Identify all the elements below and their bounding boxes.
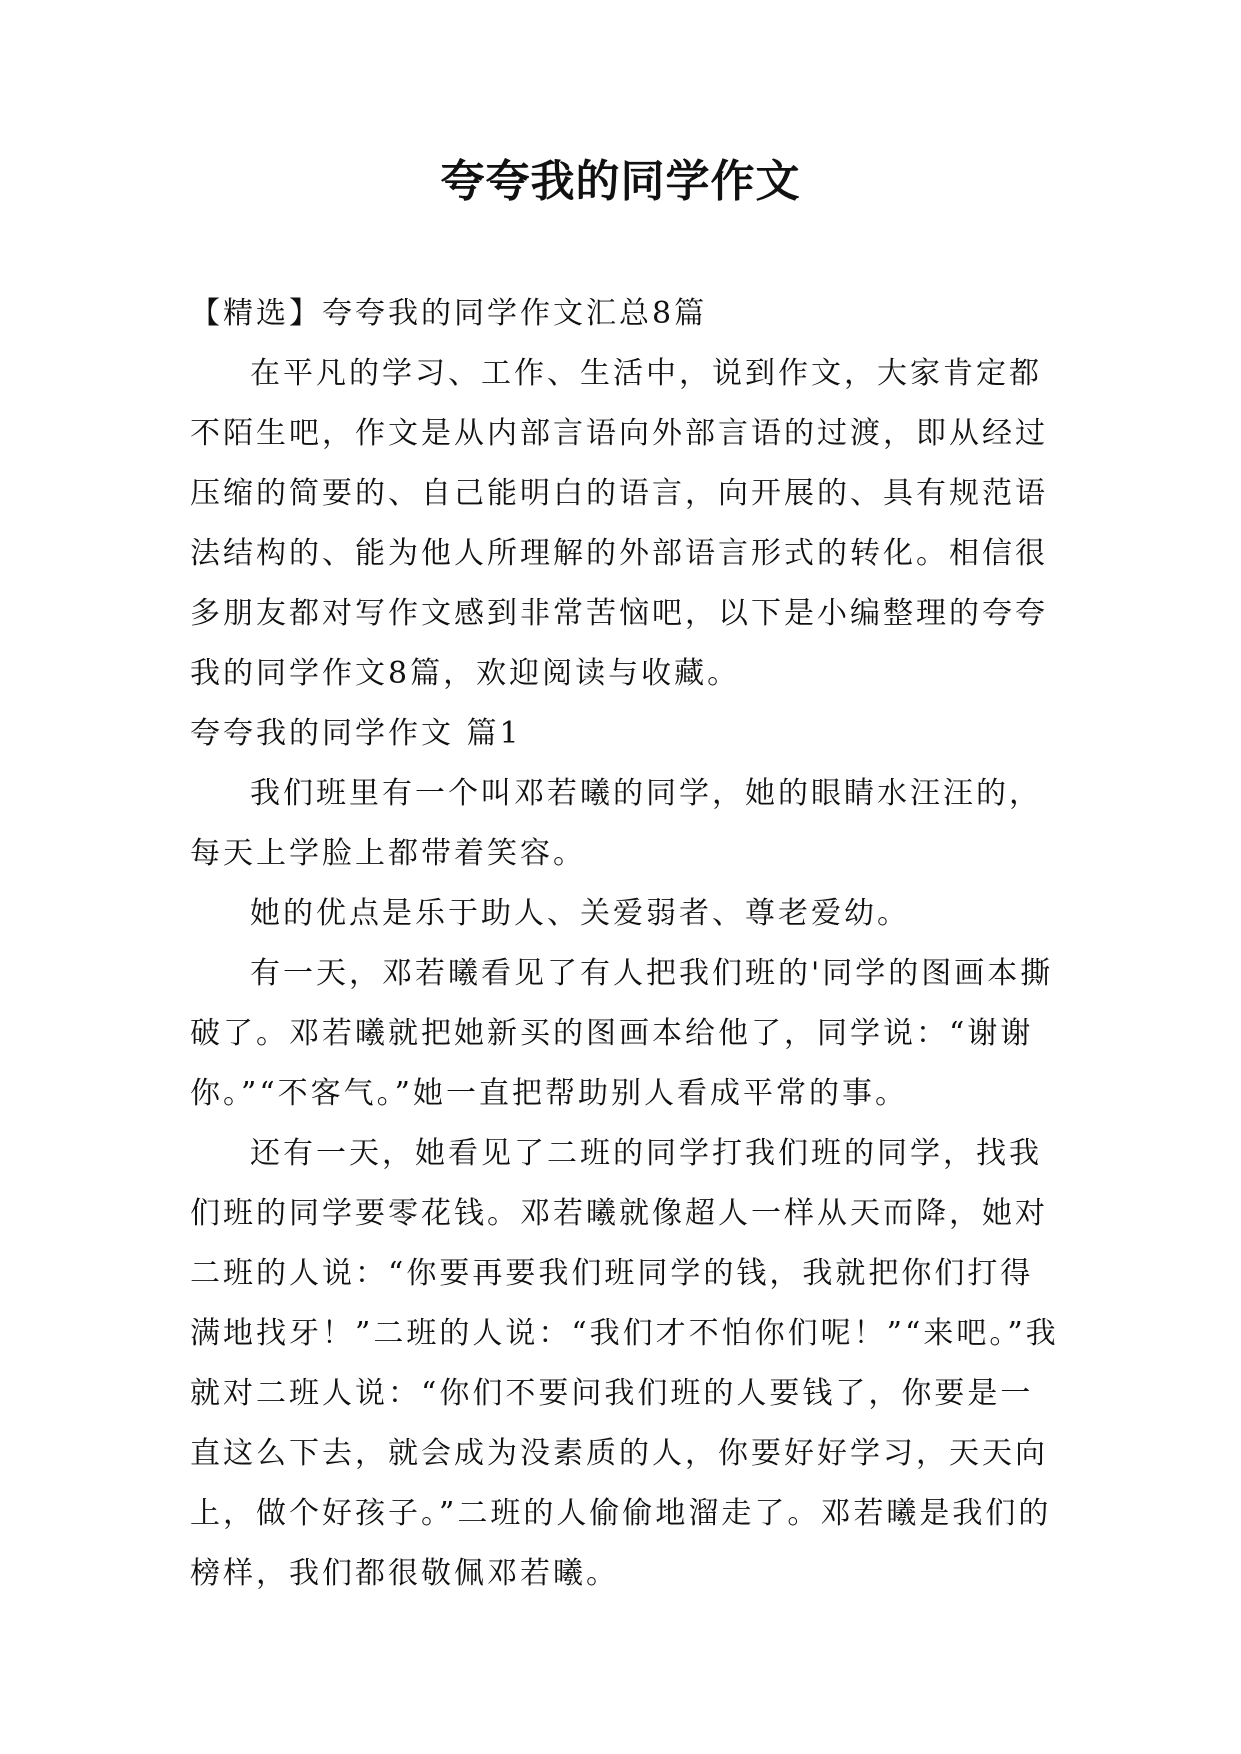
document-title: 夸夸我的同学作文 — [440, 156, 801, 207]
document-body — [190, 284, 1060, 1604]
document-subtitle: 【精选】夸夸我的同学作文汇总8篇 — [190, 296, 708, 331]
body-paragraph: 我们班里有一个叫邓若曦的同学，她的眼睛水汪汪的，每天上学脸上都带着笑容。 — [190, 776, 1042, 871]
intro-paragraph: 在平凡的学习、工作、生活中，说到作文，大家肯定都不陌生吧，作文是从内部言语向外部言语的过渡，即从经过压缩的简要的、自己能明白的语言，向开展的、具有规范语法结构的、能为他人所理解的外部语言形式的转化。相信很多朋友都对写作文感到非常苦恼吧，以下是小编整理的夸夸我的同学作文8篇，欢迎阅读与收藏。 — [190, 356, 1048, 691]
body-paragraph: 还有一天，她看见了二班的同学打我们班的同学，找我们班的同学要零花钱。邓若曦就像超人一样从天而降，她对二班的人说：“你要再要我们班同学的钱，我就把你们打得满地找牙！”二班的人说：“我们才不怕你们呢！”“来吧。”我就对二班人说：“你们不要问我们班的人要钱了，你要是一直这么下去，就会成为没素质的人，你要好好学习，天天向上，做个好孩子。”二班的人偷偷地溜走了。邓若曦是我们的榜样，我们都很敬佩邓若曦。 — [190, 1136, 1059, 1591]
section-heading: 夸夸我的同学作文 篇1 — [190, 716, 522, 751]
body-paragraph: 有一天，邓若曦看见了有人把我们班的'同学的图画本撕破了。邓若曦就把她新买的图画本给他了，同学说：“谢谢你。”“不客气。”她一直把帮助别人看成平常的事。 — [190, 956, 1054, 1111]
body-paragraph: 她的优点是乐于助人、关爱弱者、尊老爱幼。 — [250, 896, 910, 931]
